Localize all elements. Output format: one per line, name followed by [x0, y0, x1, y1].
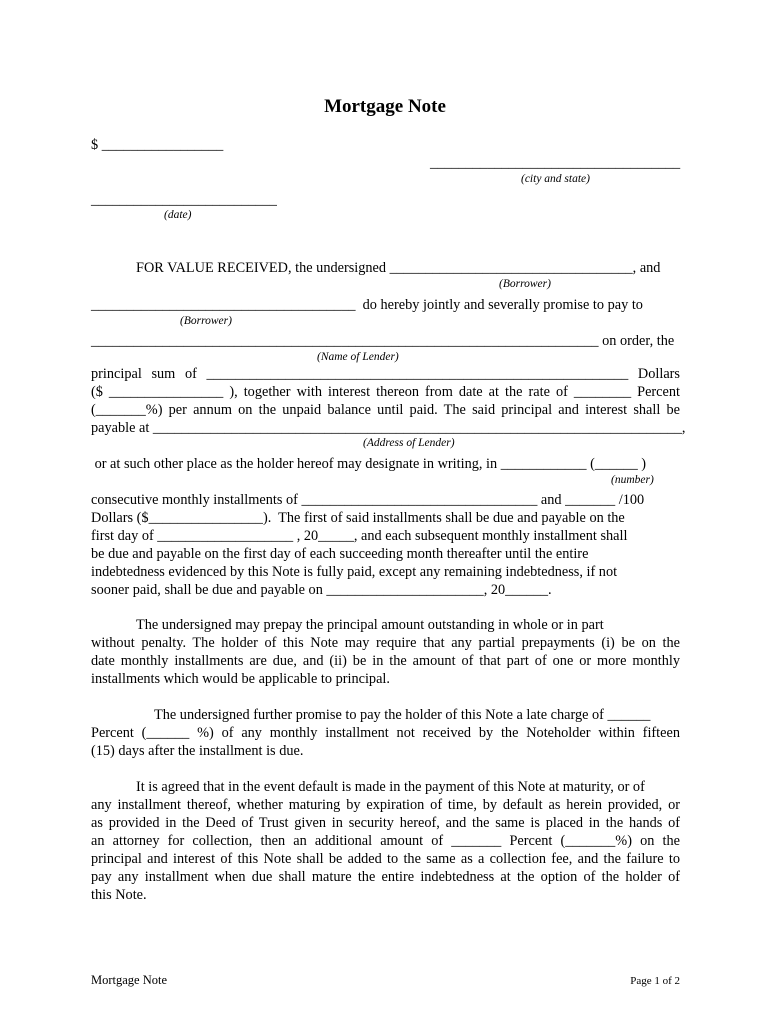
late-line-2: Percent (______ %) of any monthly installment not received by the Noteholder within fifteen: [91, 725, 680, 741]
date-field: __________________________: [91, 192, 277, 208]
default-line-5: principal and interest of this Note shall be added to the same as a collection fee, and the failure to: [91, 851, 680, 867]
body-line-11: first day of ___________________ , 20_____, and each subsequent monthly installment shall: [91, 528, 628, 544]
default-line-4: an attorney for collection, then an additional amount of _______ Percent (_______%) on the: [91, 833, 680, 849]
page-number: Page 1 of 2: [630, 975, 680, 987]
body-line-4: principal sum of ___________________________________________________________ Dollars: [91, 366, 680, 382]
lender-address-caption: (Address of Lender): [363, 437, 455, 449]
prepay-line-3: date monthly installments are due, and (ii) be in the amount of that part of one or more monthly: [91, 653, 680, 669]
body-line-8: or at such other place as the holder hereof may designate in writing, in ____________ (______ ): [91, 456, 647, 472]
borrower-caption-2: (Borrower): [180, 315, 232, 327]
number-caption: (number): [611, 474, 654, 486]
borrower-caption-1: (Borrower): [499, 278, 551, 290]
body-line-1: FOR VALUE RECEIVED, the undersigned __________________________________, and: [136, 260, 661, 276]
body-line-5: ($ ________________ ), together with interest thereon from date at the rate of ________ Percent: [91, 384, 680, 400]
body-line-9: consecutive monthly installments of _________________________________ and _______ /100: [91, 492, 645, 508]
body-line-3: _______________________________________________________________________ on order, the: [91, 333, 675, 349]
lender-name-caption: (Name of Lender): [317, 351, 399, 363]
city-state-field: ___________________________________: [430, 155, 681, 171]
prepay-line-4: installments which would be applicable to principal.: [91, 671, 390, 687]
default-line-3: as provided in the Deed of Trust given in security hereof, and the same is placed in the hands of: [91, 815, 680, 831]
body-line-12: be due and payable on the first day of each succeeding month thereafter until the entire: [91, 546, 589, 562]
body-line-6: (_______%) per annum on the unpaid balance until paid. The said principal and interest shall be: [91, 402, 680, 418]
date-caption: (date): [164, 209, 192, 221]
body-line-10: Dollars ($________________). The first of said installments shall be due and payable on the: [91, 510, 625, 526]
amount-field: $ _________________: [91, 137, 224, 153]
city-state-caption: (city and state): [521, 173, 590, 185]
default-line-6: pay any installment when due shall mature the entire indebtedness at the option of the holder of: [91, 869, 680, 885]
body-line-14: sooner paid, shall be due and payable on ______________________, 20______.: [91, 582, 552, 598]
body-line-2: _____________________________________ do hereby jointly and severally promise to pay to: [91, 297, 643, 313]
default-line-1: It is agreed that in the event default is made in the payment of this Note at maturity, or of: [136, 779, 645, 795]
body-line-13: indebtedness evidenced by this Note is fully paid, except any remaining indebtedness, if not: [91, 564, 618, 580]
footer-title: Mortgage Note: [91, 973, 168, 987]
late-line-3: (15) days after the installment is due.: [91, 743, 304, 759]
default-line-2: any installment thereof, whether maturing by expiration of time, by default as herein provided, or: [91, 797, 680, 813]
prepay-line-1: The undersigned may prepay the principal amount outstanding in whole or in part: [136, 617, 604, 633]
prepay-line-2: without penalty. The holder of this Note may require that any partial prepayments (i) be on the: [91, 635, 680, 651]
default-line-7: this Note.: [91, 887, 147, 903]
body-line-7: payable at __________________________________________________________________________,: [91, 420, 686, 436]
late-line-1: The undersigned further promise to pay the holder of this Note a late charge of ______: [154, 707, 651, 723]
document-title: Mortgage Note: [324, 96, 446, 117]
